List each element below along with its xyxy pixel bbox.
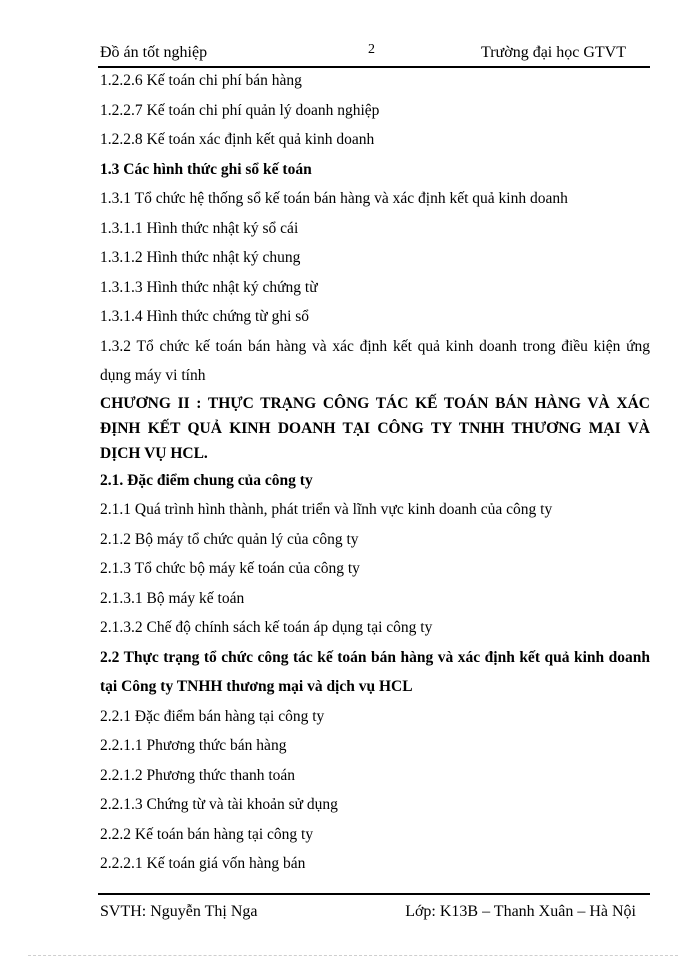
table-of-contents (100, 66, 650, 879)
toc-entry: 2.1.3 Tổ chức bộ máy kế toán của công ty (100, 560, 360, 577)
footer-class: Lớp: K13B – Thanh Xuân – Hà Nội (405, 903, 636, 920)
toc-entry: 1.3.2 Tổ chức kế toán bán hàng và xác định kết quả kinh doanh trong điều kiện ứng dụng máy vi tính (100, 337, 650, 384)
toc-entry: 2.2.1.3 Chứng từ và tài khoản sử dụng (100, 796, 338, 813)
header-thesis-label: Đồ án tốt nghiệp (100, 44, 208, 61)
toc-entry: 1.3.1.1 Hình thức nhật ký sổ cái (100, 219, 299, 237)
toc-entry: 2.2.1 Đặc điểm bán hàng tại công ty (100, 707, 325, 725)
toc-entry: 1.3.1.4 Hình thức chứng từ ghi sổ (100, 308, 310, 325)
toc-chapter-heading: CHƯƠNG II : THỰC TRẠNG CÔNG TÁC KẾ TOÁN BÁN HÀNG VÀ XÁC ĐỊNH KẾT QUẢ KINH DOANH TẠI CÔNG TY TNHH THƯƠNG MẠI VÀ DỊCH VỤ HCL. (100, 394, 650, 462)
page-header (98, 44, 650, 68)
toc-section-heading: 1.3 Các hình thức ghi sổ kế toán (100, 160, 312, 178)
toc-entry: 1.3.1.3 Hình thức nhật ký chứng từ (100, 278, 318, 296)
toc-entry: 2.2.2 Kế toán bán hàng tại công ty (100, 825, 314, 843)
toc-entry: 2.1.2 Bộ máy tổ chức quản lý của công ty (100, 530, 359, 548)
header-university: Trường đại học GTVT (481, 44, 626, 61)
page-number: 2 (368, 42, 375, 57)
toc-entry: 1.2.2.7 Kế toán chi phí quản lý doanh nghiệp (100, 101, 380, 119)
toc-entry: 2.1.1 Quá trình hình thành, phát triển và lĩnh vực kinh doanh của công ty (100, 501, 553, 518)
toc-entry: 2.2.1.1 Phương thức bán hàng (100, 737, 287, 754)
toc-section-heading: 2.2 Thực trạng tổ chức công tác kế toán bán hàng và xác định kết quả kinh doanh tại Công ty TNHH thương mại và dịch vụ HCL (100, 648, 650, 695)
toc-entry: 2.2.1.2 Phương thức thanh toán (100, 766, 296, 784)
footer-student: SVTH: Nguyễn Thị Nga (100, 903, 258, 920)
toc-entry: 2.1.3.1 Bộ máy kế toán (100, 589, 245, 607)
toc-entry: 1.2.2.6 Kế toán chi phí bán hàng (100, 72, 302, 89)
toc-entry: 1.3.1 Tổ chức hệ thống sổ kế toán bán hàng và xác định kết quả kinh doanh (100, 190, 568, 207)
page-footer (98, 893, 650, 920)
toc-entry: 1.3.1.2 Hình thức nhật ký chung (100, 249, 301, 266)
page-edge-divider (28, 955, 678, 956)
toc-section-heading: 2.1. Đặc điểm chung của công ty (100, 471, 313, 489)
toc-entry: 2.2.2.1 Kế toán giá vốn hàng bán (100, 855, 306, 872)
toc-entry: 1.2.2.8 Kế toán xác định kết quả kinh doanh (100, 131, 375, 148)
toc-entry: 2.1.3.2 Chế độ chính sách kế toán áp dụng tại công ty (100, 619, 433, 636)
